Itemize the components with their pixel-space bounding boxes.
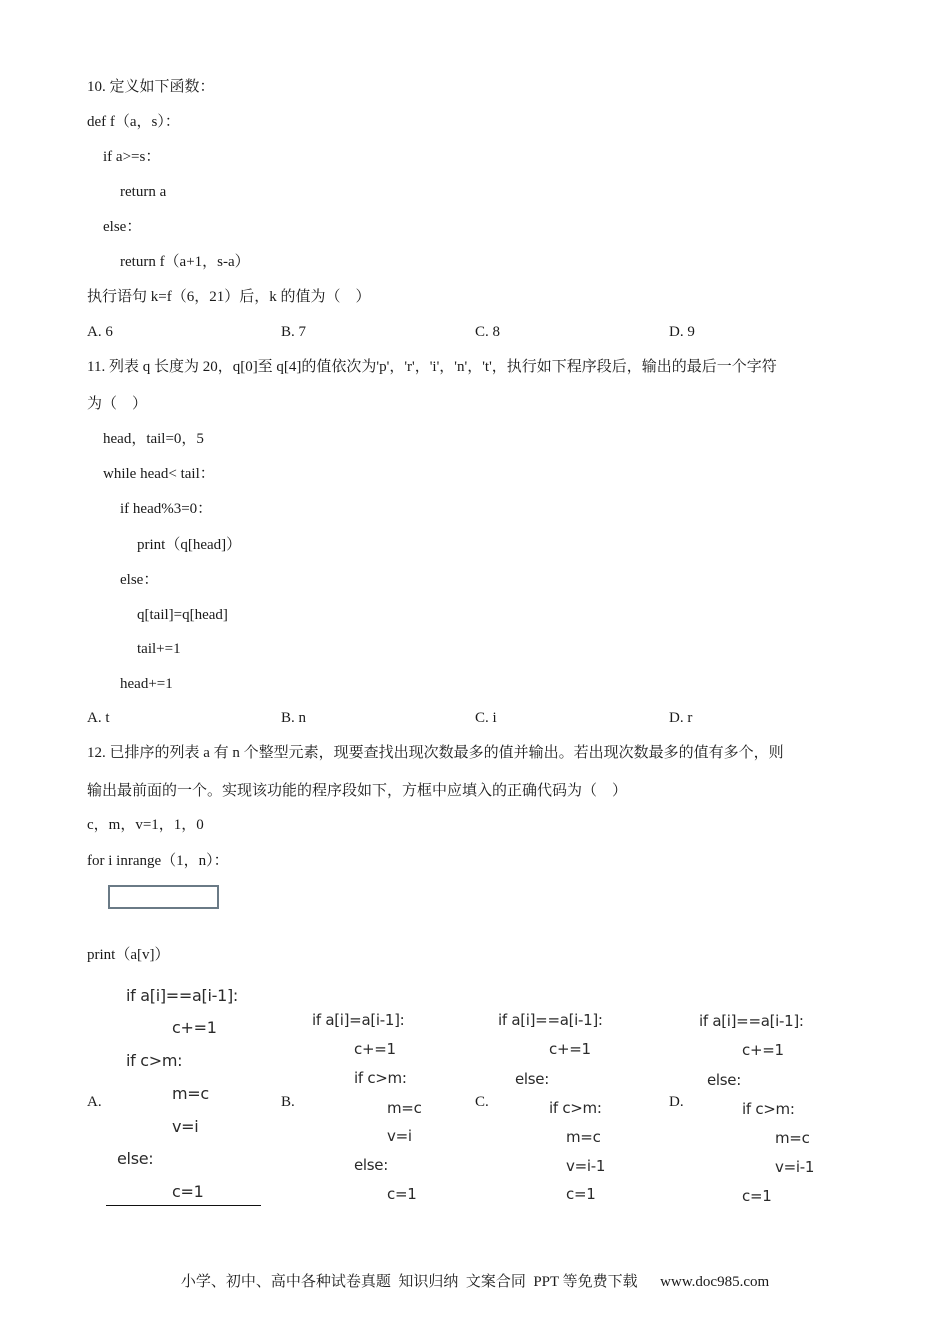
q10-code-line: return a xyxy=(120,184,167,200)
q11-code-line: head，tail=0，5 xyxy=(103,431,204,447)
code-line: v=i-1 xyxy=(775,1158,815,1176)
code-line: m=c xyxy=(387,1099,422,1117)
q10-code-line: def f（a，s）： xyxy=(87,114,180,130)
code-line: v=i xyxy=(387,1127,412,1145)
code-line: c+=1 xyxy=(549,1040,591,1058)
q11-option-b: B. n xyxy=(281,710,307,726)
q11-stem: 11. 列表 q 长度为 20，q[0]至 q[4]的值依次为'p'，'r'，'i'，'n'，'t'，执行如下程序段后，输出的最后一个字符 xyxy=(87,359,777,375)
code-line: if c>m: xyxy=(126,1051,183,1070)
q11-code-line: else： xyxy=(120,572,159,588)
code-line: if a[i]==a[i-1]: xyxy=(126,986,238,1005)
code-line: else: xyxy=(354,1156,388,1174)
answer-blank-box xyxy=(108,885,219,909)
code-line: if a[i]==a[i-1]: xyxy=(498,1011,603,1029)
code-line: if c>m: xyxy=(742,1100,795,1118)
q11-code-line: q[tail]=q[head] xyxy=(137,607,228,623)
q11-stem-cont: 为（ ） xyxy=(87,396,148,412)
code-line: c+=1 xyxy=(172,1018,217,1037)
option-a-underline xyxy=(106,1205,261,1206)
q12-code-line: print（a[v]） xyxy=(87,947,170,963)
q10-option-b: B. 7 xyxy=(281,324,307,340)
q12-option-c-label: C. xyxy=(475,1094,489,1110)
q12-stem-cont: 输出最前面的一个。实现该功能的程序段如下，方框中应填入的正确代码为（ ） xyxy=(87,783,628,799)
code-line: v=i xyxy=(172,1117,199,1136)
code-line: v=i-1 xyxy=(566,1157,606,1175)
q11-code-line: if head%3=0： xyxy=(120,501,213,517)
q10-question: 执行语句 k=f（6，21）后，k 的值为（ ） xyxy=(87,289,371,305)
code-line: if c>m: xyxy=(549,1099,602,1117)
code-line: c+=1 xyxy=(354,1040,396,1058)
code-line: m=c xyxy=(775,1129,810,1147)
code-line: c+=1 xyxy=(742,1041,784,1059)
code-line: if a[i]=a[i-1]: xyxy=(312,1011,405,1029)
q10-code-line: if a>=s： xyxy=(103,149,161,165)
page-footer: 小学、初中、高中各种试卷真题 知识归纳 文案合同 PPT 等免费下载 www.doc985.com xyxy=(180,1274,770,1290)
q12-code-line: c，m，v=1，1，0 xyxy=(87,817,204,833)
q12-code-line: for i inrange（1，n）： xyxy=(87,853,229,869)
q10-code-line: return f（a+1，s-a） xyxy=(120,254,250,270)
q11-option-a: A. t xyxy=(87,710,110,726)
code-line: m=c xyxy=(566,1128,601,1146)
code-line: if a[i]==a[i-1]: xyxy=(699,1012,804,1030)
q10-stem: 10. 定义如下函数： xyxy=(87,79,215,95)
q10-option-a: A. 6 xyxy=(87,324,113,340)
q11-code-line: tail+=1 xyxy=(137,641,181,657)
q12-option-b-label: B. xyxy=(281,1094,295,1110)
q11-code-line: head+=1 xyxy=(120,676,173,692)
code-line: else: xyxy=(707,1071,741,1089)
code-line: else: xyxy=(515,1070,549,1088)
q10-code-line: else： xyxy=(103,219,142,235)
q10-option-d: D. 9 xyxy=(669,324,695,340)
q11-option-c: C. i xyxy=(475,710,497,726)
q12-stem: 12. 已排序的列表 a 有 n 个整型元素，现要查找出现次数最多的值并输出。若出现次数最多的值有多个，则 xyxy=(87,745,784,761)
code-line: c=1 xyxy=(566,1185,596,1203)
code-line: else: xyxy=(117,1149,154,1168)
code-line: if c>m: xyxy=(354,1069,407,1087)
q12-option-d-label: D. xyxy=(669,1094,684,1110)
code-line: c=1 xyxy=(387,1185,417,1203)
q11-code-line: while head< tail： xyxy=(103,466,215,482)
q12-option-a-label: A. xyxy=(87,1094,102,1110)
code-line: m=c xyxy=(172,1084,209,1103)
q11-code-line: print（q[head]） xyxy=(137,537,242,553)
q11-option-d: D. r xyxy=(669,710,693,726)
code-line: c=1 xyxy=(172,1182,204,1201)
code-line: c=1 xyxy=(742,1187,772,1205)
q10-option-c: C. 8 xyxy=(475,324,501,340)
